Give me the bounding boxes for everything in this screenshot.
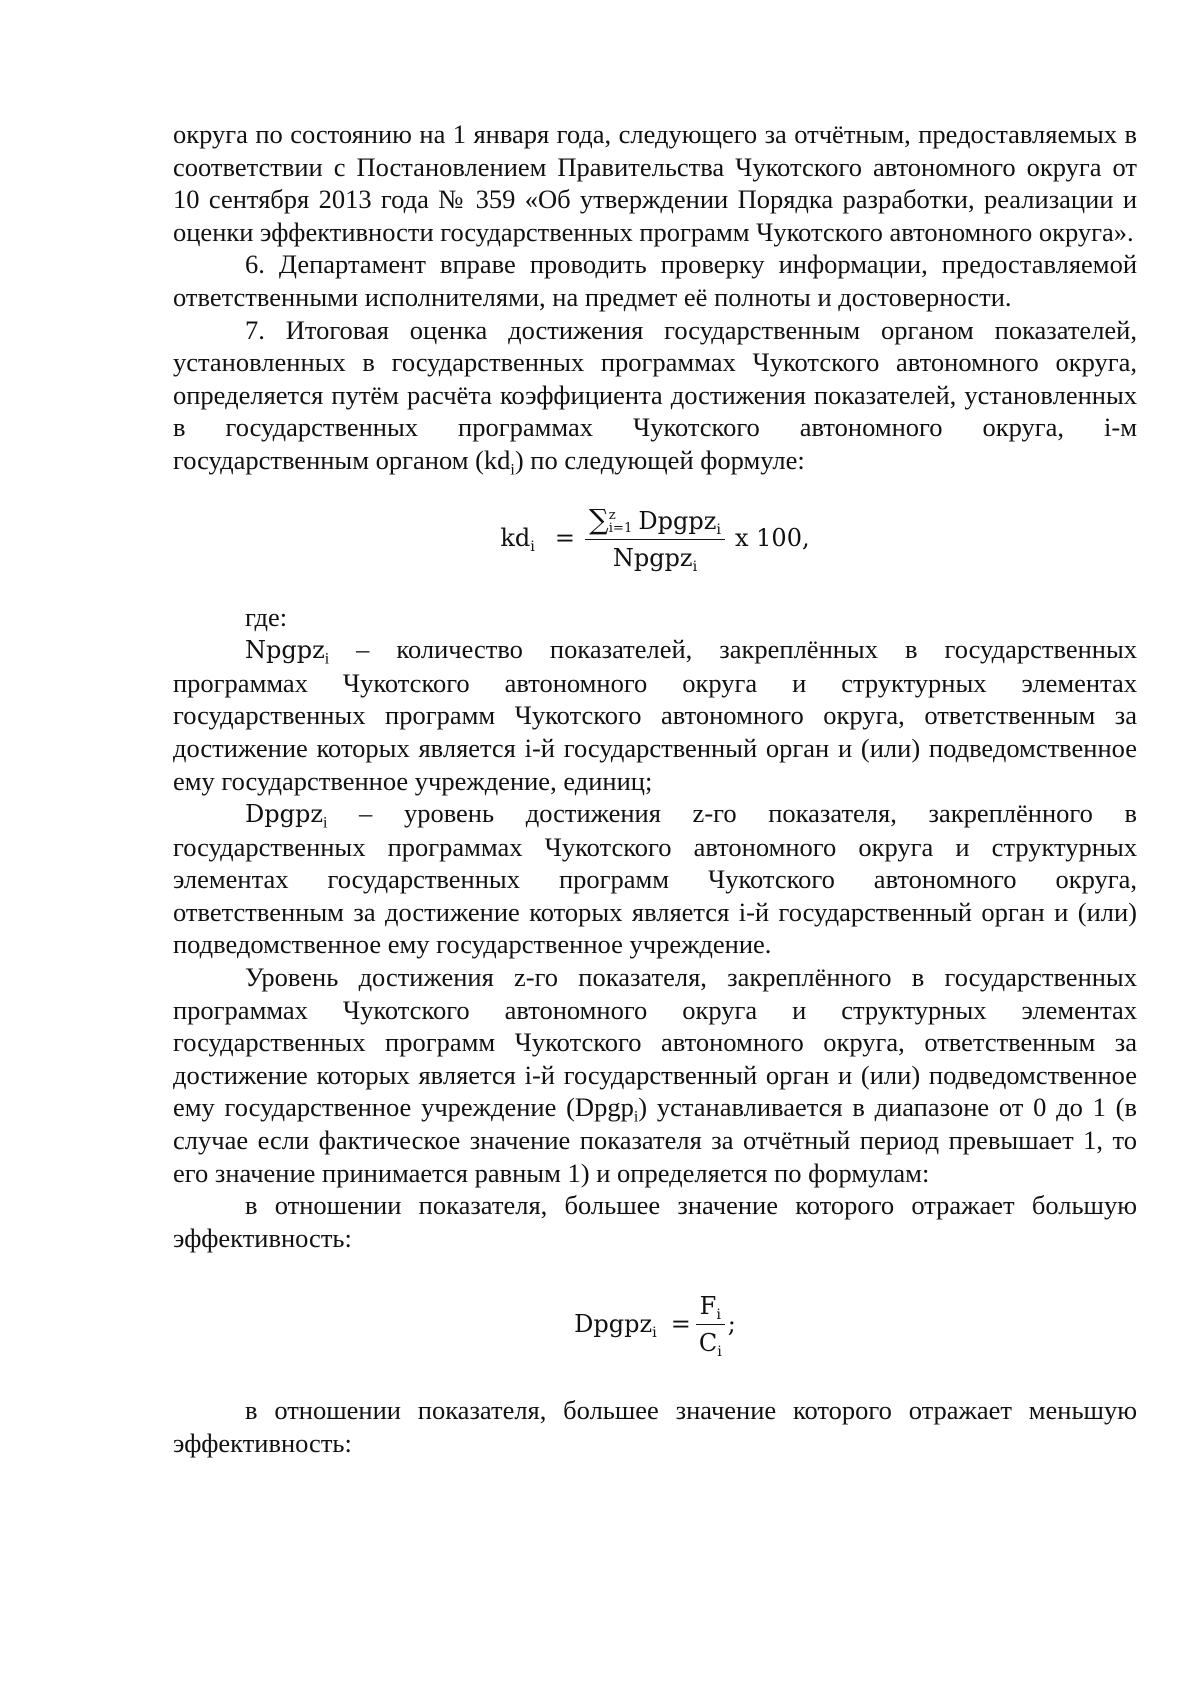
fraction-denominator (695, 1325, 726, 1358)
formula-var: kd (500, 524, 531, 553)
text-run: 7. Итоговая оценка достижения государственным органом показателей, установленных в государственных программах Чукотского автономного округа, определяется путём расчёта коэффициента достижения показателей, установленных в государственных программах Чукотского автономного округа, i-м государственным органом (kd (173, 314, 1137, 475)
formula-var: Dpgpz (574, 1310, 653, 1339)
paragraph-level-description (173, 961, 1137, 1189)
formula-tail: x 100, (734, 524, 810, 553)
formula-subscript: i (717, 1343, 722, 1360)
fraction-numerator (696, 1291, 725, 1325)
subscript: i (324, 650, 330, 668)
formula-var: Dpgpz (638, 506, 717, 535)
sum-lower: i=1 (608, 521, 633, 537)
formula-subscript: i (530, 539, 535, 556)
term: Npgpz (245, 636, 325, 665)
paragraph-greater-worse: в отношении показателя, большее значение которого отражает меньшую эффективность: (173, 1395, 1137, 1458)
subscript: i (633, 1109, 639, 1126)
sum-upper: z (608, 507, 616, 523)
fraction-numerator (585, 502, 725, 540)
formula-var: C (698, 1328, 718, 1357)
where-label: где: (245, 601, 288, 632)
formula-subscript: i (716, 521, 721, 538)
formula-dpgpz (173, 1268, 1137, 1380)
paragraph-item-6: 6. Департамент вправе проводить проверку информации, предоставляемой ответственными исполнителями, на предмет её полноты и достоверности. (173, 249, 1137, 312)
term: Dpgpz (245, 800, 323, 829)
sum-limits (609, 509, 633, 535)
formula-kd (173, 483, 1137, 595)
subscript: i (322, 814, 328, 832)
formula-subscript: i (716, 1306, 721, 1323)
text-run: ) устанавливается в диапазоне от 0 до 1 (в случае если фактическое значение показателя за отчётный период превышает 1, то его значение принимается равным 1) и определяется по формулам: (173, 1092, 1138, 1188)
definition-dpgpz (173, 797, 1137, 961)
subscript: i (510, 461, 515, 479)
formula-fraction (695, 1291, 726, 1358)
formula-var: Npgpz (612, 543, 693, 572)
definition-npgpz (173, 633, 1137, 797)
formula-lhs (500, 522, 535, 555)
paragraph-item-7 (173, 314, 1137, 477)
formula-lhs (574, 1308, 657, 1341)
formula-tail: ; (727, 1310, 736, 1339)
formula-subscript: i (652, 1325, 657, 1342)
paragraph-greater-better: в отношении показателя, большее значение которого отражает большую эффективность: (173, 1190, 1137, 1253)
formula-var: F (699, 1291, 717, 1320)
fraction-denominator (609, 540, 701, 573)
definition-text: – количество показателей, закреплённых в государственных программах Чукотского автономного округа и структурных элементах государственных программ Чукотского автономного округа, ответственным за достижение которых является i-й государственный орган и (или) подведомственное ему государственное учреждение, единиц; (173, 634, 1137, 796)
formula-subscript: i (692, 558, 698, 575)
paragraph-continuation: округа по состоянию на 1 января года, следующего за отчётным, предоставляемых в соответствии с Постановлением Правительства Чукотского автономного округа от 10 сентября 2013 года № 359 «Об утверждении Порядка разработки, реализации и оценки эффективности государственных программ Чукотского автономного округа». (173, 119, 1137, 247)
sum-symbol: ∑ (589, 502, 609, 536)
text-run: Уровень достижения z-го показателя, закреплённого в государственных программах Чукотского автономного округа и структурных элементах государственных программ Чукотского автономного округа, ответственным за достижение которых является i-й государственный орган и (или) подведомственное ему государственное учреждение (Dpgp (173, 962, 1137, 1123)
text-run: ) по следующей формуле: (514, 444, 805, 475)
document-page (173, 118, 1137, 1460)
definition-text: – уровень достижения z-го показателя, закреплённого в государственных программах Чукотского автономного округа и структурных элементах государственных программ Чукотского автономного округа, ответственным за достижение которых является i-й государственный орган и (или) подведомственное ему государственное учреждение. (173, 798, 1137, 960)
formula-equals: = (670, 1310, 691, 1339)
formula-fraction (585, 502, 725, 575)
formula-equals: = (554, 524, 576, 553)
